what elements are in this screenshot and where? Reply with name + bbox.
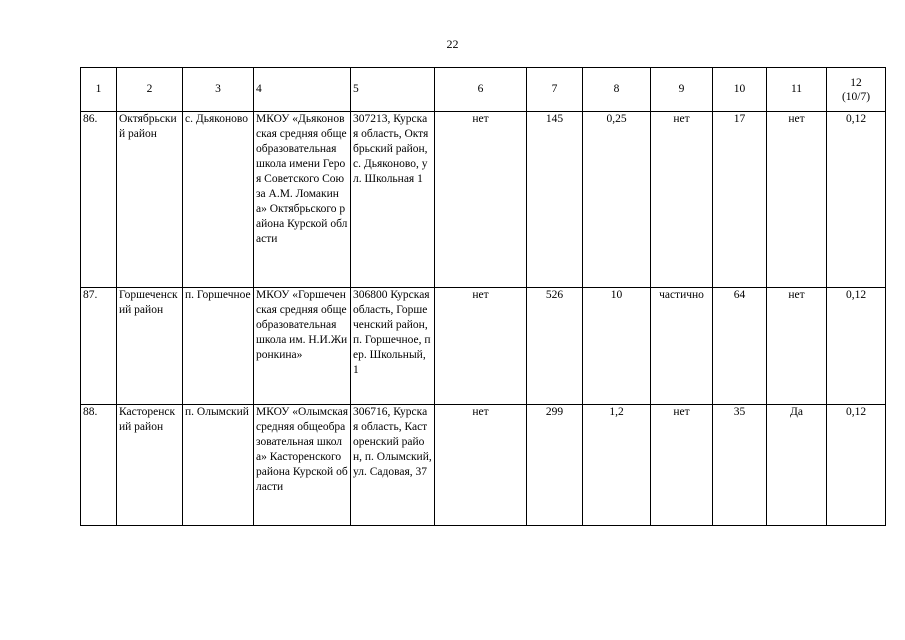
- address-cell: 306716, Курская область, Касторенский район, п. Олымский, ул. Садовая, 37: [351, 405, 435, 526]
- col12-cell: 0,12: [827, 288, 886, 405]
- header-cell: 7: [527, 68, 583, 112]
- col11-cell: нет: [767, 112, 827, 288]
- col10-cell: 17: [713, 112, 767, 288]
- address-cell: 306800 Курская область, Горшеченский район, п. Горшечное, пер. Школьный, 1: [351, 288, 435, 405]
- address-cell: 307213, Курская область, Октябрьский район, с. Дьяконово, ул. Школьная 1: [351, 112, 435, 288]
- table-row: [81, 112, 886, 288]
- col7-cell: 526: [527, 288, 583, 405]
- school-cell: МКОУ «Горшеченская средняя общеобразовательная школа им. Н.И.Жиронкина»: [254, 288, 351, 405]
- col11-cell: нет: [767, 288, 827, 405]
- header-cell: 5: [351, 68, 435, 112]
- col6-cell: нет: [435, 405, 527, 526]
- table-row: [81, 405, 886, 526]
- school-cell: МКОУ «Дьяконовская средняя общеобразовательная школа имени Героя Советского Союза А.М. Ломакина» Октябрьского района Курской области: [254, 112, 351, 288]
- settlement-cell: п. Горшечное: [183, 288, 254, 405]
- district-cell: Октябрьский район: [117, 112, 183, 288]
- schools-table: [80, 67, 886, 526]
- school-cell: МКОУ «Олымская средняя общеобразовательная школа» Касторенского района Курской области: [254, 405, 351, 526]
- header-cell: 1: [81, 68, 117, 112]
- col12-cell: 0,12: [827, 112, 886, 288]
- col10-cell: 35: [713, 405, 767, 526]
- col8-cell: 1,2: [583, 405, 651, 526]
- col6-cell: нет: [435, 112, 527, 288]
- col8-cell: 10: [583, 288, 651, 405]
- header-cell: 6: [435, 68, 527, 112]
- row-number: 86.: [81, 112, 117, 288]
- col7-cell: 299: [527, 405, 583, 526]
- table-row: [81, 288, 886, 405]
- row-number: 88.: [81, 405, 117, 526]
- settlement-cell: п. Олымский: [183, 405, 254, 526]
- settlement-cell: с. Дьяконово: [183, 112, 254, 288]
- district-cell: Горшеченский район: [117, 288, 183, 405]
- header-cell: 4: [254, 68, 351, 112]
- header-cell: 11: [767, 68, 827, 112]
- col9-cell: нет: [651, 112, 713, 288]
- col6-cell: нет: [435, 288, 527, 405]
- header-row: [81, 68, 886, 112]
- header-cell: 12 (10/7): [827, 68, 886, 112]
- page-number: 22: [446, 37, 459, 51]
- col12-cell: 0,12: [827, 405, 886, 526]
- col10-cell: 64: [713, 288, 767, 405]
- col7-cell: 145: [527, 112, 583, 288]
- col8-cell: 0,25: [583, 112, 651, 288]
- header-cell: 8: [583, 68, 651, 112]
- col11-cell: Да: [767, 405, 827, 526]
- col9-cell: частично: [651, 288, 713, 405]
- district-cell: Касторенский район: [117, 405, 183, 526]
- header-cell: 10: [713, 68, 767, 112]
- col9-cell: нет: [651, 405, 713, 526]
- row-number: 87.: [81, 288, 117, 405]
- header-cell: 2: [117, 68, 183, 112]
- header-cell: 9: [651, 68, 713, 112]
- header-cell: 3: [183, 68, 254, 112]
